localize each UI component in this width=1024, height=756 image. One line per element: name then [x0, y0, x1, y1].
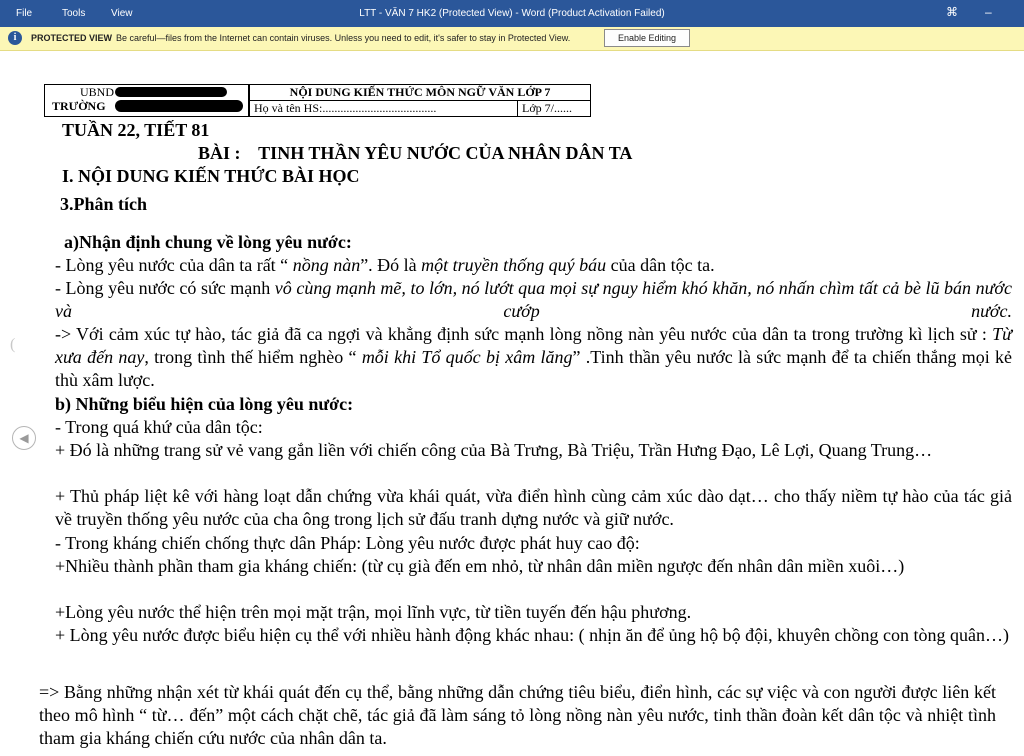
- header-name-field: Họ và tên HS:......................................: [254, 101, 437, 115]
- paragraph-b1: - Trong quá khứ của dân tộc:: [55, 417, 263, 437]
- paragraph-a3: -> Với cảm xúc tự hào, tác giả đã ca ngợi và khẳng định sức mạnh lòng nồng nàn yêu nước của dân ta trong trường kì lịch sử : Từ xưa đến nay, trong tình thế hiểm nghèo “ mỗi khi Tổ quốc bị xâm lăng” .Tinh thần yêu nước là sức mạnh để ta chiến thắng mọi kẻ thù xâm lược.: [55, 324, 1012, 390]
- paragraph-b5: +Nhiều thành phần tham gia kháng chiến: (từ cụ già đến em nhỏ, từ nhân dân miền ngược đến nhân dân miền xuôi…): [55, 556, 905, 576]
- subsection-heading: 3.Phân tích: [60, 194, 148, 214]
- minimize-icon[interactable]: –: [985, 5, 992, 19]
- paragraph-b6: +Lòng yêu nước thể hiện trên mọi mặt trận, mọi lĩnh vực, từ tiền tuyến đến hậu phương.: [55, 602, 692, 622]
- header-right-cell: [249, 84, 591, 117]
- title-bar: [0, 0, 1024, 27]
- info-icon: i: [8, 31, 22, 45]
- menu-tools[interactable]: Tools: [62, 8, 86, 19]
- document-page[interactable]: [0, 51, 1024, 756]
- restore-icon[interactable]: ⌘: [946, 5, 958, 19]
- header-truong: TRƯỜNG: [52, 99, 106, 113]
- menu-file[interactable]: File: [16, 8, 33, 19]
- protected-view-bar: [0, 27, 1024, 51]
- enable-editing-button[interactable]: Enable Editing: [604, 29, 690, 47]
- part-b-heading: b) Những biểu hiện của lòng yêu nước:: [55, 394, 354, 414]
- paragraph-b3: + Thủ pháp liệt kê với hàng loạt dẫn chứng vừa khái quát, vừa điển hình cùng cảm xúc dào dạt… cho thấy niềm tự hào của tác giả về truyền thống yêu nước của cha ông trong lịch sử đấu tranh dựng nước và giữ nước.: [55, 486, 1012, 529]
- header-ubnd: UBND: [80, 85, 115, 99]
- header-left-cell: [44, 84, 249, 117]
- redaction-mark: [115, 87, 227, 97]
- part-a-heading: a)Nhận định chung về lòng yêu nước:: [64, 232, 352, 252]
- week-lesson-heading: TUẦN 22, TIẾT 81: [62, 120, 210, 140]
- paragraph-b4: - Trong kháng chiến chống thực dân Pháp: Lòng yêu nước được phát huy cao độ:: [55, 533, 640, 553]
- window-title: LTT - VĂN 7 HK2 (Protected View) - Word (Product Activation Failed): [359, 8, 665, 19]
- previous-page-arrow-icon[interactable]: ◀: [12, 426, 36, 450]
- margin-bracket: (: [10, 336, 16, 353]
- header-class-field: Lớp 7/......: [522, 101, 573, 115]
- paragraph-b2: + Đó là những trang sử vẻ vang gắn liền với chiến công của Bà Trưng, Bà Triệu, Trần Hưng Đạo, Lê Lợi, Quang Trung…: [55, 440, 933, 460]
- paragraph-a1: - Lòng yêu nước của dân ta rất “ nồng nàn”. Đó là một truyền thống quý báu của dân tộc ta.: [55, 255, 715, 275]
- menu-view[interactable]: View: [111, 8, 133, 19]
- paragraph-a2: - Lòng yêu nước có sức mạnh vô cùng mạnh mẽ, to lớn, nó lướt qua mọi sự nguy hiểm khó khăn, nó nhấn chìm tất cả bè lũ bán nước và cướp nước.: [55, 278, 1012, 321]
- redaction-mark: [115, 100, 243, 112]
- protected-view-message: Be careful—files from the Internet can contain viruses. Unless you need to edit, it's safer to stay in Protected View.: [116, 33, 571, 43]
- protected-view-label: PROTECTED VIEW: [31, 33, 113, 43]
- conclusion-paragraph: => Bằng những nhận xét từ khái quát đến cụ thể, bằng những dẫn chứng tiêu biểu, điển hình, các sự việc và con người được liên kết theo mô hình “ từ… đến” một cách chặt chẽ, tác giả đã làm sáng tỏ lòng nồng nàn yêu nước, tinh thần đoàn kết dân tộc và nhiệt tình tham gia kháng chiến cứu nước của nhân dân ta.: [39, 682, 996, 748]
- header-title: NỘI DUNG KIẾN THỨC MÔN NGỮ VĂN LỚP 7: [250, 85, 590, 101]
- section-heading: I. NỘI DUNG KIẾN THỨC BÀI HỌC: [62, 166, 360, 186]
- paragraph-b7: + Lòng yêu nước được biểu hiện cụ thể với nhiều hành động khác nhau: ( nhịn ăn để ủng hộ bộ đội, khuyên chồng con tòng quân…): [55, 625, 1010, 645]
- lesson-title: BÀI : TINH THẦN YÊU NƯỚC CỦA NHÂN DÂN TA: [198, 143, 633, 163]
- header-divider: [517, 101, 518, 116]
